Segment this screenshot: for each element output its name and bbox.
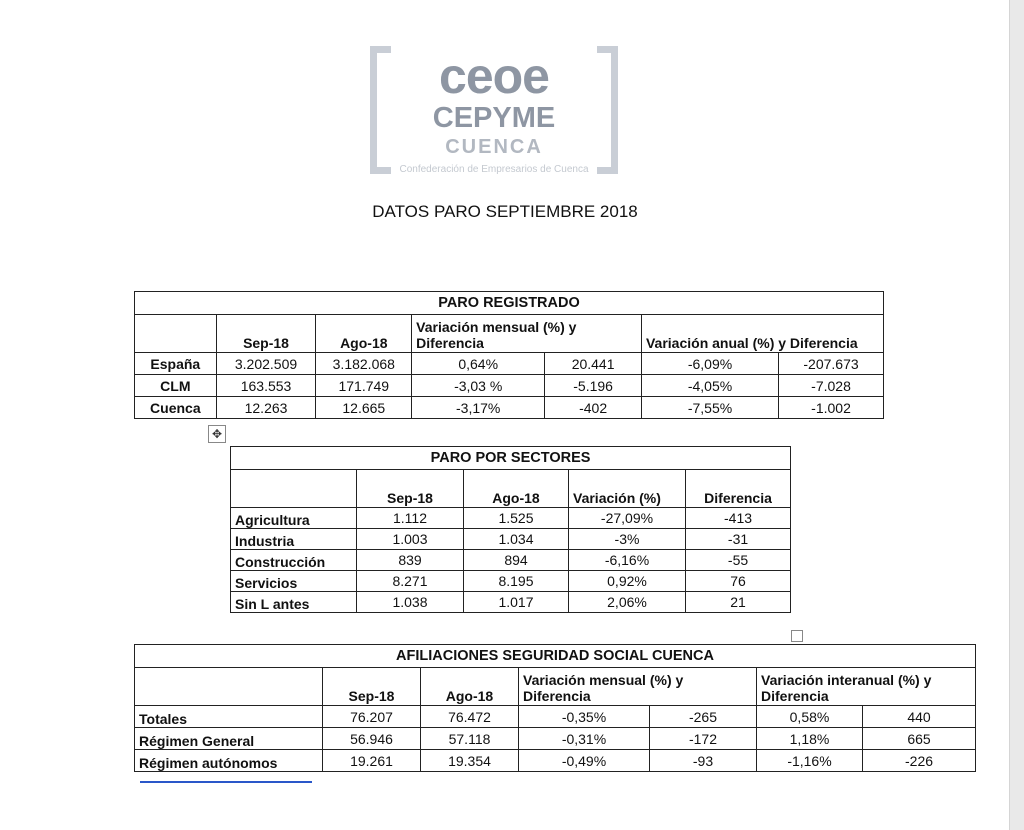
table-move-handle-icon[interactable]: ✥ — [208, 425, 226, 443]
row-label: Agricultura — [231, 508, 357, 529]
cell-diferencia: -413 — [686, 508, 791, 529]
cell-var-anual-pct: -4,05% — [641, 375, 778, 397]
cell-variacion: 2,06% — [569, 592, 686, 613]
afiliaciones-table[interactable] — [134, 644, 976, 772]
header-sep-18: Sep-18 — [216, 315, 316, 353]
cell-variacion: -6,16% — [569, 550, 686, 571]
row-label: Sin L antes — [231, 592, 357, 613]
cell-ago: 12.665 — [316, 397, 412, 419]
cell-var-anual-dif: -207.673 — [779, 353, 884, 375]
row-label: España — [135, 353, 217, 375]
row-label: Régimen General — [135, 728, 323, 750]
cell-sep: 1.003 — [357, 529, 464, 550]
logo-tagline: Confederación de Empresarios de Cuenca — [399, 164, 589, 175]
cell-var-mensual-pct: -3,17% — [412, 397, 545, 419]
cell-ago: 76.472 — [421, 706, 519, 728]
cell-var-interanual-pct: -1,16% — [757, 750, 863, 772]
cell-ago: 1.034 — [464, 529, 569, 550]
logo-line-cuenca: CUENCA — [445, 136, 543, 158]
header-ago-18: Ago-18 — [464, 470, 569, 508]
row-label: Totales — [135, 706, 323, 728]
empty-header-cell — [135, 315, 217, 353]
header-variacion-interanual: Variación interanual (%) y Diferencia — [757, 668, 976, 706]
header-sep-18: Sep-18 — [323, 668, 421, 706]
cell-var-mensual-pct: 0,64% — [412, 353, 545, 375]
cell-variacion: 0,92% — [569, 571, 686, 592]
paro-registrado-table[interactable] — [134, 291, 884, 419]
row-label: Construcción — [231, 550, 357, 571]
page-edge — [1009, 0, 1024, 830]
row-label: Servicios — [231, 571, 357, 592]
cell-diferencia: -31 — [686, 529, 791, 550]
table-row — [135, 706, 976, 728]
cell-var-mensual-dif: -265 — [650, 706, 757, 728]
cell-var-interanual-dif: 665 — [863, 728, 976, 750]
cell-sep: 19.261 — [323, 750, 421, 772]
paro-sectores-title: PARO POR SECTORES — [231, 447, 791, 470]
logo-line-ceoe: ceoe — [439, 48, 549, 104]
table-row — [135, 353, 884, 375]
cell-var-mensual-pct: -3,03 % — [412, 375, 545, 397]
empty-header-cell — [135, 668, 323, 706]
cell-diferencia: -55 — [686, 550, 791, 571]
cell-sep: 56.946 — [323, 728, 421, 750]
table-row — [135, 397, 884, 419]
cell-variacion: -27,09% — [569, 508, 686, 529]
paro-sectores-table[interactable] — [230, 446, 791, 613]
row-label: Cuenca — [135, 397, 217, 419]
cell-var-interanual-dif: -226 — [863, 750, 976, 772]
header-diferencia: Diferencia — [686, 470, 791, 508]
cell-var-anual-dif: -1.002 — [779, 397, 884, 419]
afiliaciones-title: AFILIACIONES SEGURIDAD SOCIAL CUENCA — [135, 645, 976, 668]
cell-sep: 8.271 — [357, 571, 464, 592]
cell-variacion: -3% — [569, 529, 686, 550]
cell-var-interanual-pct: 0,58% — [757, 706, 863, 728]
cell-var-mensual-dif: -402 — [545, 397, 642, 419]
header-variacion-mensual: Variación mensual (%) y Diferencia — [519, 668, 757, 706]
cell-var-mensual-pct: -0,31% — [519, 728, 650, 750]
cell-sep: 839 — [357, 550, 464, 571]
cell-sep: 1.038 — [357, 592, 464, 613]
table-resize-handle[interactable] — [791, 630, 803, 642]
row-label: Industria — [231, 529, 357, 550]
cell-var-interanual-dif: 440 — [863, 706, 976, 728]
cell-var-interanual-pct: 1,18% — [757, 728, 863, 750]
cell-var-mensual-dif: -93 — [650, 750, 757, 772]
cell-ago: 171.749 — [316, 375, 412, 397]
cell-sep: 163.553 — [216, 375, 316, 397]
logo-line-cepyme: CEPYME — [432, 102, 556, 134]
cell-ago: 3.182.068 — [316, 353, 412, 375]
cell-ago: 1.525 — [464, 508, 569, 529]
table-row — [231, 571, 791, 592]
cell-ago: 8.195 — [464, 571, 569, 592]
header-sep-18: Sep-18 — [357, 470, 464, 508]
cell-var-anual-dif: -7.028 — [779, 375, 884, 397]
empty-header-cell — [231, 470, 357, 508]
row-label: Régimen autónomos — [135, 750, 323, 772]
header-variacion-anual: Variación anual (%) y Diferencia — [641, 315, 883, 353]
cell-var-mensual-dif: 20.441 — [545, 353, 642, 375]
cell-var-mensual-pct: -0,35% — [519, 706, 650, 728]
cell-var-anual-pct: -7,55% — [641, 397, 778, 419]
header-ago-18: Ago-18 — [316, 315, 412, 353]
cell-var-mensual-dif: -172 — [650, 728, 757, 750]
paro-registrado-title: PARO REGISTRADO — [135, 292, 884, 315]
header-ago-18: Ago-18 — [421, 668, 519, 706]
cell-ago: 1.017 — [464, 592, 569, 613]
cell-var-mensual-pct: -0,49% — [519, 750, 650, 772]
table-row — [231, 592, 791, 613]
cell-ago: 894 — [464, 550, 569, 571]
cell-var-mensual-dif: -5.196 — [545, 375, 642, 397]
table-row — [231, 508, 791, 529]
cell-sep: 3.202.509 — [216, 353, 316, 375]
row-label: CLM — [135, 375, 217, 397]
cell-var-anual-pct: -6,09% — [641, 353, 778, 375]
cell-sep: 76.207 — [323, 706, 421, 728]
cell-sep: 1.112 — [357, 508, 464, 529]
document-title: DATOS PARO SEPTIEMBRE 2018 — [372, 202, 638, 221]
table-row — [135, 728, 976, 750]
header-variacion: Variación (%) — [569, 470, 686, 508]
cell-diferencia: 76 — [686, 571, 791, 592]
table-row — [231, 529, 791, 550]
table-row — [135, 750, 976, 772]
table-row — [135, 375, 884, 397]
table-row — [231, 550, 791, 571]
cell-ago: 57.118 — [421, 728, 519, 750]
cell-ago: 19.354 — [421, 750, 519, 772]
ceoe-cepyme-logo — [370, 44, 618, 184]
spellcheck-underline — [140, 781, 312, 783]
header-variacion-mensual: Variación mensual (%) y Diferencia — [412, 315, 642, 353]
cell-sep: 12.263 — [216, 397, 316, 419]
cell-diferencia: 21 — [686, 592, 791, 613]
